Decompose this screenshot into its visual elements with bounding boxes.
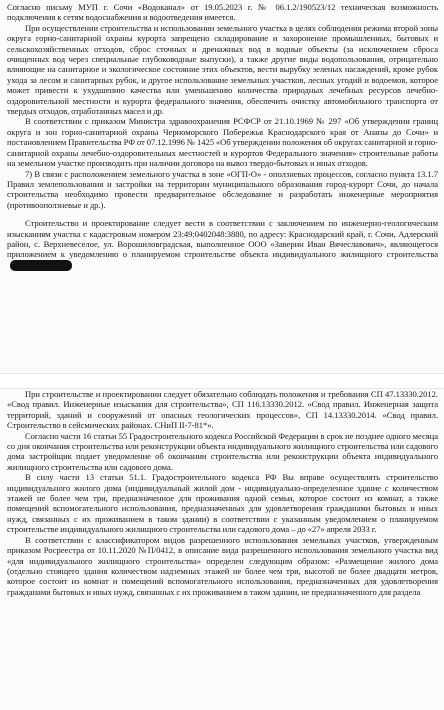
paragraph-water-supply-letter: Согласно письму МУП г. Сочи «Водоканал» от 19.05.2023 г. № 06.1.2/190523/12 техническая возможность подключения к сетям водоснабжения и водоотведения имеется.	[7, 2, 438, 23]
paragraph-completion-notice: Согласно части 16 статьи 55 Градостроительного кодекса Российской Федерации в срок не позднее одного месяца со дня окончания строительства или реконструкции объекта индивидуального жилищного строительства или садового дома застройщик подает уведомление об окончании строительства или реконструкции объекта индивидуального жилищного строительства или садового дома.	[7, 430, 438, 472]
paragraph-building-codes: При строительстве и проектировании следует обязательно соблюдать положения и требования СП 47.13330.2012. «Свод правил. Инженерные изыскания для строительства», СП 116.13330.2012. «Свод правил. Инженерная защита территорий, зданий и сооружений от опасных геологических процессов», СП 14.13330.2014. «Свод правил. Строительство в сейсмических районах. СНиП II-7-81*».	[7, 389, 438, 431]
paragraph-sanitary-zone-restrictions: При осуществлении строительства и использовании земельного участка в целях соблюдения режима второй зоны округа горно-санитарной охраны курорта запрещено складирование и захоронение промышленных, бытовых и сельскохозяйственных отходов, сброс сточных и дренажных вод в водные объекты (за исключением сброса очищенных вод через специальные глубоководные выпуски), а также другие виды водопользования, отрицательно влияющие на санитарное и экологическое состояние этих объектов, вести вырубку зеленых насаждений, кроме рубок ухода за лесом и санитарных рубок, и другое использование земельных участков, лесных угодий и водоемов, которое может привести к ухудшению качества или уменьшению количества природных лечебных ресурсов лечебно-оздоровительной местности и курорта федерального значения, обеспечить очистку автомобильного транспорта от твердых отходов, отработанных масел и др.	[7, 22, 438, 117]
paragraph-geological-survey	[7, 218, 438, 271]
page-separator	[0, 374, 444, 388]
paragraph-spacer	[7, 210, 438, 218]
redaction-mark	[10, 260, 72, 271]
paragraph-landslide-zone: 7) В связи с расположением земельного участка в зоне «ОГП-О» - оползневых процессов, согласно пункта 13.1.7 Правил землепользования и застройки на территории муниципального образования город-курорт Сочи, до начала строительства необходимо провести предварительное обследование и разработать инженерные мероприятия (противооползневые и др.).	[7, 168, 438, 210]
paragraph-construction-deadline: В силу части 13 статьи 51.1. Градостроительного кодекса РФ Вы вправе осуществлять строительство индивидуального жилого дома (индивидуальный жилой дом - индивидуально-определенное здание с количеством этажей не более чем три, предназначенное для проживания одной семьи, которое состоит из комнат, а также помещений вспомогательного использования, предназначенных для удовлетворения гражданами бытовых и иных нужд, связанных с их проживанием в таком здании) в соответствии с указанным уведомлением о планируемом строительстве индивидуального жилищного строительства или садового дома – до «27» апреля 2033 г.	[7, 472, 438, 535]
paragraph-health-ministry-order: В соответствии с приказом Министра здравоохранения РСФСР от 21.10.1969 № 297 «Об утверждении границ округа и зон горно-санитарной охраны Черноморского Побережья Краснодарского края от Анапы до Сочи» и постановлением Правительства РФ от 07.12.1996 № 1425 «Об утверждении положения об округах санитарной и горно-санитарной охраны лечебно-оздоровительных местностей и курортов Федерального значения» строительные работы на земельном участке производить при наличии договора на вывоз твердо-бытовых и иных отходов.	[7, 116, 438, 169]
paragraph-land-use-classifier: В соответствии с классификатором видов разрешенного использования земельных участков, утвержденным приказом Росреестра от 10.11.2020 №П/0412, в описание вида разрешенного использования земельного участка вид «для индивидуального жилищного строительства» определен следующим образом: «Размещение жилого дома (отдельно стоящего здания количеством надземных этажей не более чем три, высотой не более двадцати метров, которое состоит из комнат и помещений вспомогательного использования, предназначенных для удовлетворения гражданами бытовых и иных нужд, связанных с их проживанием в таком здании, не предназначенного для раздела	[7, 534, 438, 597]
document-page-2	[0, 388, 444, 710]
geological-survey-text: Строительство и проектирование следует вести в соответствии с заключением по инженерно-геологическим изысканиям участка с кадастровым номером 23:49:0402048:3880, по адресу: Краснодарский край, г. Сочи, Адлерский район, с. Верхневеселое, ул. Ворошиловградская, выполненное ООО «Заверин Иван Вячеславович», являющегося приложением к уведомлению о планируемом строительстве объекта индивидуального жилищного строительства	[7, 218, 438, 260]
